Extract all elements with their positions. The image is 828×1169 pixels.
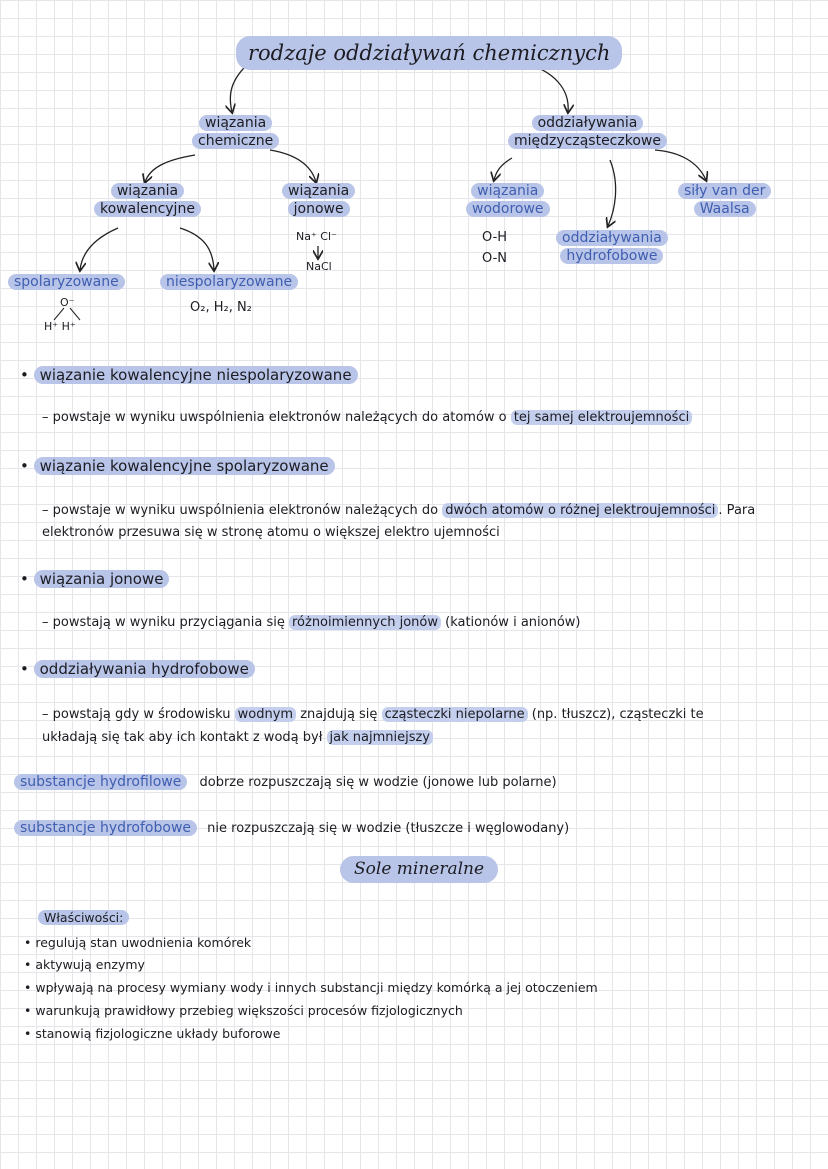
note-4-text — [42, 707, 704, 722]
note-4-p1: – powstają gdy w środowisku — [42, 707, 235, 722]
arrow-covalent-to-polar — [80, 228, 118, 270]
node-ionic — [282, 183, 355, 218]
node-polar-label: spolaryzowane — [8, 274, 125, 290]
props-item-5: • stanowią fizjologiczne układy buforowe — [24, 1026, 281, 1041]
minerals-title: Sole mineralne — [340, 856, 498, 883]
node-covalent-line2: kowalencyjne — [94, 201, 201, 217]
note-3-heading-text: wiązania jonowe — [34, 570, 170, 588]
note-1-text — [42, 410, 692, 425]
props-item-4: • warunkują prawidłowy przebieg większości procesów fizjologicznych — [24, 1003, 463, 1018]
substance-hydrophobic-text: nie rozpuszczają się w wodzie (tłuszcze i węglowodany) — [207, 821, 570, 836]
node-chemical-bonds-line1: wiązania — [199, 115, 272, 131]
node-hydrogen-line2: wodorowe — [466, 201, 550, 217]
node-vdw-line1: siły van der — [678, 183, 771, 199]
substance-hydrophilic-text: dobrze rozpuszczają się w wodzie (jonowe lub polarne) — [199, 775, 557, 790]
node-vdw-line2: Waalsa — [694, 201, 756, 217]
props-item-1-text: regulują stan uwodnienia komórek — [35, 935, 252, 950]
note-4-heading: • oddziaływania hydrofobowe — [20, 660, 255, 679]
node-hydrophobic-line2: hydrofobowe — [560, 248, 663, 264]
arrow-chemical-to-covalent — [145, 155, 195, 182]
note-4-line2-mark: jak najmniejszy — [327, 730, 433, 745]
note-4-line2 — [42, 730, 433, 745]
note-2-text-b: . Para — [718, 503, 756, 518]
arrow-inter-to-hydrogen — [494, 158, 512, 180]
node-chemical-bonds — [192, 115, 279, 150]
water-bonds — [44, 306, 94, 322]
note-4-p2: znajdują się — [296, 707, 382, 722]
note-2-text-a: – powstaje w wyniku uwspólnienia elektronów należących do — [42, 503, 443, 518]
note-1-text-a: – powstaje w wyniku uwspólnienia elektronów należących do atomów o — [42, 410, 511, 425]
polar-oxygen: O⁻ — [60, 296, 75, 309]
note-4-p3: (np. tłuszcz), cząsteczki te — [527, 707, 704, 722]
substance-hydrophobic — [14, 820, 569, 838]
node-hydrogen-line1: wiązania — [471, 183, 544, 199]
note-2-mark: dwóch atomów o różnej elektroujemności — [442, 503, 718, 518]
substance-hydrophilic-label: substancje hydrofilowe — [14, 774, 187, 790]
note-3-heading: • wiązania jonowe — [20, 570, 169, 589]
note-1-heading: • wiązanie kowalencyjne niespolaryzowane — [20, 366, 358, 385]
arrow-chemical-to-ionic — [270, 150, 316, 182]
node-hydrophobic-line1: oddziaływania — [556, 230, 668, 246]
ionic-product: NaCl — [306, 260, 332, 273]
node-covalent-line1: wiązania — [111, 183, 184, 199]
note-4-line2-a: układają się tak aby ich kontakt z wodą był — [42, 730, 327, 745]
substance-hydrophobic-label: substancje hydrofobowe — [14, 820, 197, 836]
node-nonpolar-label: niespolaryzowane — [160, 274, 298, 290]
note-2-text — [42, 503, 755, 518]
node-nonpolar — [160, 274, 298, 292]
props-heading-text: Właściwości: — [38, 910, 129, 925]
note-2-heading-text: wiązanie kowalencyjne spolaryzowane — [34, 457, 335, 475]
note-3-text — [42, 615, 581, 630]
node-intermolecular-line2: międzycząsteczkowe — [508, 133, 667, 149]
note-3-text-b: (kationów i anionów) — [440, 615, 581, 630]
props-item-3-text: wpływają na procesy wymiany wody i innych substancji między komórką a jej otoczeniem — [35, 980, 598, 995]
props-item-5-text: stanowią fizjologiczne układy buforowe — [35, 1026, 281, 1041]
node-hydrophobic — [556, 230, 668, 265]
props-item-1: • regulują stan uwodnienia komórek — [24, 935, 252, 950]
node-intermolecular — [508, 115, 667, 150]
arrow-inter-to-vdw — [655, 150, 706, 180]
polar-hydrogens: H⁺ H⁺ — [44, 320, 76, 333]
ionic-formula: Na⁺ Cl⁻ — [296, 230, 337, 243]
note-3-text-a: – powstają w wyniku przyciągania się — [42, 615, 289, 630]
hydrogen-example-1: O-H — [482, 230, 508, 245]
props-heading — [38, 910, 129, 926]
substance-hydrophilic — [14, 774, 557, 792]
page-title: rodzaje oddziaływań chemicznych — [236, 36, 622, 70]
node-chemical-bonds-line2: chemiczne — [192, 133, 279, 149]
props-item-3: • wpływają na procesy wymiany wody i innych substancji między komórką a jej otoczeniem — [24, 980, 598, 995]
props-item-2: • aktywują enzymy — [24, 957, 145, 972]
note-1-mark: tej samej elektroujemności — [511, 410, 692, 425]
nonpolar-example: O₂, H₂, N₂ — [190, 300, 252, 315]
props-item-2-text: aktywują enzymy — [35, 957, 145, 972]
hydrogen-example-2: O-N — [482, 251, 508, 266]
note-4-heading-text: oddziaływania hydrofobowe — [34, 660, 255, 678]
node-polar — [8, 274, 125, 292]
props-item-4-text: warunkują prawidłowy przebieg większości procesów fizjologicznych — [35, 1003, 463, 1018]
node-ionic-line2: jonowe — [288, 201, 350, 217]
node-vdw — [678, 183, 771, 218]
note-4-mark-1: wodnym — [235, 707, 296, 722]
node-ionic-line1: wiązania — [282, 183, 355, 199]
note-1-heading-text: wiązanie kowalencyjne niespolaryzowane — [34, 366, 358, 384]
node-covalent — [94, 183, 201, 218]
node-intermolecular-line1: oddziaływania — [532, 115, 644, 131]
note-2-line2: elektronów przesuwa się w stronę atomu o większej elektro ujemności — [42, 525, 500, 540]
note-3-mark: różnoimiennych jonów — [289, 615, 441, 630]
note-4-mark-2: cząsteczki niepolarne — [382, 707, 528, 722]
arrow-covalent-to-nonpolar — [180, 228, 214, 270]
arrow-inter-to-hydrophobic — [608, 160, 616, 226]
node-hydrogen — [466, 183, 550, 218]
note-2-heading: • wiązanie kowalencyjne spolaryzowane — [20, 457, 335, 476]
